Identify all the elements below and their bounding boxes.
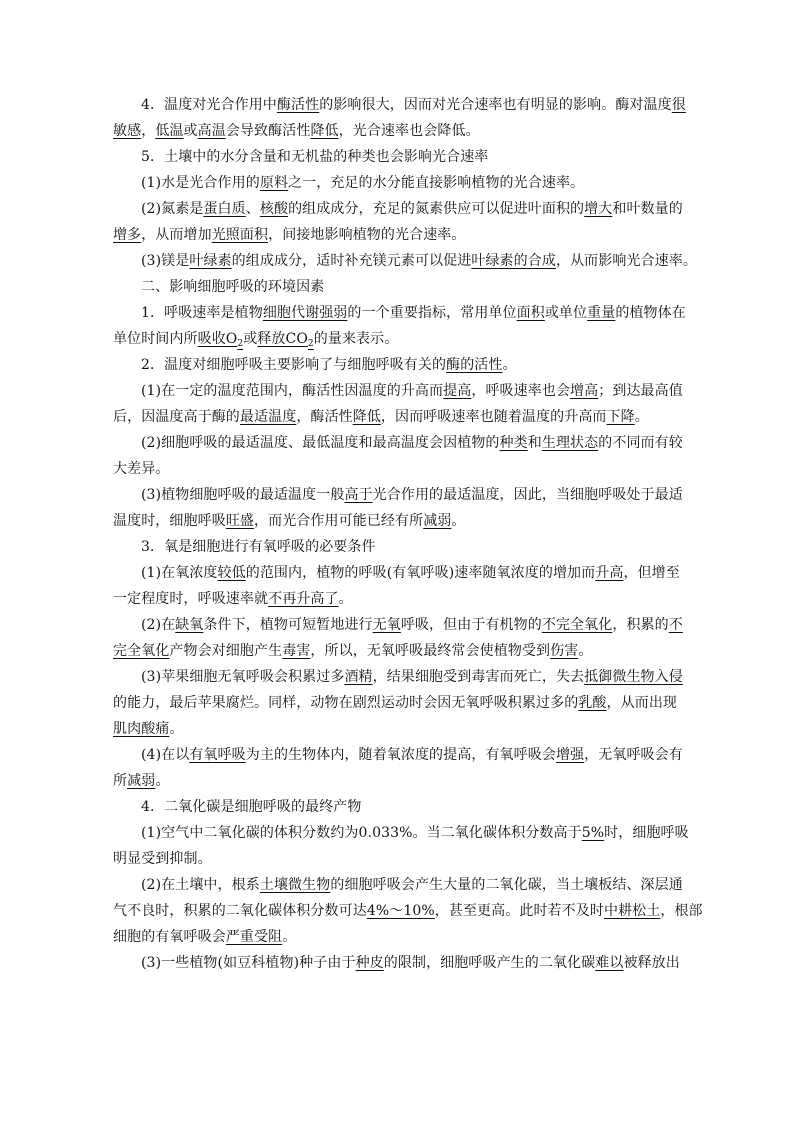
text-line [113, 690, 683, 716]
text-segment: 。 [338, 591, 353, 607]
text-segment: (1)水是光合作用的 [141, 175, 260, 191]
underlined-term: 高温 [197, 123, 226, 139]
underlined-term: 增大 [584, 201, 613, 217]
underlined-term: 2 [307, 339, 314, 349]
text-segment: 3．氧是细胞进行有氧呼吸的必要条件 [141, 539, 376, 555]
text-line [113, 274, 683, 300]
underlined-term: 蛋白质 [203, 201, 246, 217]
underlined-term: 抵御微生物入侵 [584, 669, 683, 685]
text-segment: 2．温度对细胞呼吸主要影响了与细胞呼吸有关的 [141, 357, 447, 373]
text-line [113, 872, 683, 898]
text-line [113, 898, 703, 924]
text-segment: (1)在一定的温度范围内，酶活性因温度的升高而 [141, 383, 444, 399]
text-segment: ，积累的 [612, 617, 669, 633]
underlined-term: 增高 [570, 383, 599, 399]
text-segment: (3)一些植物(如豆科植物)种子由于 [141, 955, 356, 971]
text-segment: 的不同而有较 [598, 435, 683, 451]
text-line [113, 456, 683, 482]
text-segment: 或单位 [544, 305, 588, 321]
text-segment: 二、影响细胞呼吸的环境因素 [141, 279, 325, 295]
text-segment: ，根部 [660, 903, 703, 919]
underlined-term: 高于 [344, 487, 373, 503]
text-segment: 时，细胞呼吸 [604, 825, 689, 841]
text-line [113, 612, 683, 638]
underlined-term: 种皮 [355, 955, 384, 971]
text-segment: ，结果细胞受到毒害而死亡，失去 [372, 669, 585, 685]
underlined-term: 吸收O [197, 331, 238, 347]
underlined-term: 升高 [595, 565, 624, 581]
underlined-term: 增强 [555, 747, 585, 763]
underlined-term: 降低 [352, 409, 381, 425]
text-segment: 和叶数量的 [612, 201, 683, 217]
underlined-term: 下降 [606, 409, 635, 425]
underlined-term: 减弱 [127, 773, 156, 789]
text-segment: 。 [282, 929, 297, 945]
underlined-term: 较低 [217, 565, 246, 581]
text-line [113, 482, 683, 508]
text-segment: 呼吸，但由于有机物的 [400, 617, 542, 633]
text-segment: 。 [169, 721, 184, 737]
text-line [113, 248, 697, 274]
underlined-term: 酶的活性 [446, 357, 503, 373]
text-segment: (2)氮素是 [141, 201, 204, 217]
text-segment: 。 [634, 409, 649, 425]
text-segment: ，从而影响光合速率。 [555, 253, 697, 269]
text-segment: ，酶活性 [296, 409, 353, 425]
text-segment: 条件下，植物可短暂地进行 [203, 617, 373, 633]
underlined-term: 减弱 [423, 513, 452, 529]
text-line [113, 118, 683, 144]
text-segment: ，光合速率也会降低。 [338, 123, 480, 139]
underlined-term: 缺氧 [175, 617, 204, 633]
text-line [113, 222, 683, 248]
text-segment: 为主的生物体内，随着氧浓度的提高，有氧呼吸会 [245, 747, 556, 763]
text-segment: 大差异。 [113, 461, 170, 477]
underlined-term: 原料 [259, 175, 289, 191]
text-segment: 、 [245, 201, 260, 217]
underlined-term: 有氧呼吸 [189, 747, 246, 763]
text-segment: ，间接地影响植物的光合速率。 [268, 227, 466, 243]
underlined-term: 叶绿素的合成 [471, 253, 556, 269]
text-segment: 温度时，细胞呼吸 [113, 513, 226, 529]
text-segment: ，从而出现 [606, 695, 678, 711]
text-segment: (2)在土壤中，根系 [141, 877, 260, 893]
text-line [113, 170, 683, 196]
text-segment: 或 [183, 123, 198, 139]
underlined-term: 提高 [443, 383, 472, 399]
text-segment: 的组成成分，充足的氮素供应可以促进叶面积的 [288, 201, 585, 217]
underlined-term: 核酸 [259, 201, 289, 217]
text-segment: ，呼吸速率也会 [471, 383, 571, 399]
text-segment: 的量来表示。 [313, 331, 399, 347]
underlined-term: 生理状态 [541, 435, 599, 451]
text-segment: ，无氧呼吸会有 [584, 747, 683, 763]
text-segment: ，甚至更高。此时若不及时 [434, 903, 604, 919]
text-segment: 4．温度对光合作用中 [141, 97, 277, 113]
text-line [113, 534, 683, 560]
text-segment: ，所以，无氧呼吸最终常会使植物受到 [310, 643, 551, 659]
text-line [113, 404, 683, 430]
underlined-term: 5% [581, 825, 605, 841]
text-segment: 的能力，最后苹果腐烂。同样，动物在剧烈运动时会因无氧呼吸积累过多的 [113, 695, 579, 711]
text-segment: 光合作用的最适温度，因此，当细胞呼吸处于最适 [372, 487, 683, 503]
underlined-term: 完全氧化 [113, 643, 170, 659]
text-segment: 后，因温度高于酶的 [113, 409, 240, 425]
text-segment: 。 [155, 773, 170, 789]
text-line [113, 950, 683, 976]
underlined-term: 土壤微生物 [259, 877, 331, 893]
text-segment: ，因而呼吸速率也随着温度的升高而 [380, 409, 607, 425]
underlined-term: 旺盛 [225, 513, 255, 529]
underlined-term: 无氧 [372, 617, 401, 633]
text-line [113, 716, 683, 742]
text-line [113, 846, 683, 872]
text-segment: 的一个重要指标，常用单位 [347, 305, 517, 321]
text-segment: (3)苹果细胞无氧呼吸会积累过多 [141, 669, 345, 685]
text-line [113, 560, 683, 586]
document-body [113, 92, 703, 976]
underlined-term: 低温 [155, 123, 184, 139]
text-segment: 的限制，细胞呼吸产生的二氧化碳 [383, 955, 596, 971]
text-segment: 。 [578, 643, 593, 659]
underlined-term: 面积 [516, 305, 545, 321]
text-segment: 被释放出 [623, 955, 680, 971]
text-segment: (4)在以 [141, 747, 190, 763]
text-segment: 1．呼吸速率是植物 [141, 305, 263, 321]
text-segment: ，而光合作用可能已经有所 [254, 513, 424, 529]
underlined-term: 中耕松土 [603, 903, 661, 919]
underlined-term: 酒精 [344, 669, 373, 685]
underlined-term: 细胞代谢强弱 [262, 305, 348, 321]
underlined-term: 叶绿素 [189, 253, 232, 269]
text-segment: (2)在 [141, 617, 176, 633]
underlined-term: 释放CO [257, 331, 308, 347]
text-segment: (2)细胞呼吸的最适温度、最低温度和最高温度会因植物的 [141, 435, 500, 451]
text-segment: 的植物体在 [615, 305, 686, 321]
underlined-term: 不再升高了 [268, 591, 339, 607]
text-segment: 的影响很大，因而对光合速率也有明显的影响。酶对温度 [319, 97, 672, 113]
underlined-term: 增多 [113, 227, 142, 243]
text-segment: ；到达最高值 [598, 383, 683, 399]
text-line [113, 352, 683, 378]
text-line [113, 820, 689, 846]
text-segment: ，从而增加 [141, 227, 212, 243]
text-line [113, 924, 683, 950]
text-segment: 5．土壤中的水分含量和无机盐的种类也会影响光合速率 [141, 149, 489, 165]
text-segment: 的组成成分，适时补充镁元素可以促进 [231, 253, 472, 269]
underlined-term: 难以 [595, 955, 624, 971]
text-segment: 的细胞呼吸会产生大量的二氧化碳，当土壤板结、深层通 [330, 877, 683, 893]
text-line [113, 664, 683, 690]
text-line [113, 638, 683, 664]
text-segment: 明显受到抑制。 [113, 851, 212, 867]
text-segment: 气不良时，积累的二氧化碳体积分数可达 [113, 903, 367, 919]
underlined-term: 严重受阻 [225, 929, 283, 945]
text-line [113, 326, 683, 352]
text-segment: 。 [502, 357, 517, 373]
text-segment: ，但增至 [623, 565, 680, 581]
text-segment: (3)植物细胞呼吸的最适温度一般 [141, 487, 345, 503]
text-segment: 所 [113, 773, 128, 789]
text-segment: 和 [527, 435, 542, 451]
text-segment: 的范围内，植物的呼吸(有氧呼吸)速率随氧浓度的增加而 [245, 565, 596, 581]
underlined-term: 伤害 [550, 643, 579, 659]
text-segment: 会导致酶活性 [225, 123, 311, 139]
text-segment: (3)镁是 [141, 253, 190, 269]
underlined-term: 酶活性 [276, 97, 320, 113]
underlined-term: 4%～10% [366, 903, 435, 919]
text-line [113, 144, 683, 170]
underlined-term: 降低 [310, 123, 339, 139]
text-segment: 一定程度时，呼吸速率就 [113, 591, 269, 607]
text-segment: 4．二氧化碳是细胞呼吸的最终产物 [141, 799, 362, 815]
underlined-term: 不完全氧化 [541, 617, 613, 633]
underlined-term: 不 [668, 617, 683, 633]
text-line [113, 300, 686, 326]
text-line [113, 196, 683, 222]
underlined-term: 种类 [499, 435, 528, 451]
underlined-term: 肌肉酸痛 [113, 721, 170, 737]
underlined-term: 敏感 [113, 123, 142, 139]
underlined-term: 2 [237, 339, 244, 349]
text-segment: 产物会对细胞产生 [169, 643, 283, 659]
text-segment: (1)在氧浓度 [141, 565, 218, 581]
text-line [113, 794, 683, 820]
text-segment: (1)空气中二氧化碳的体积分数约为0.033%。当二氧化碳体积分数高于 [141, 825, 582, 841]
text-line [113, 378, 683, 404]
text-line [113, 768, 683, 794]
underlined-term: 重量 [587, 305, 616, 321]
text-line [113, 430, 683, 456]
text-segment: 或 [243, 331, 258, 347]
text-line [113, 742, 683, 768]
underlined-term: 光照面积 [211, 227, 269, 243]
underlined-term: 很 [671, 97, 686, 113]
underlined-term: 最适温度 [239, 409, 297, 425]
text-segment: 单位时间内所 [113, 331, 198, 347]
text-line [113, 92, 686, 118]
underlined-term: 乳酸 [578, 695, 607, 711]
text-segment: 细胞的有氧呼吸会 [113, 929, 226, 945]
text-segment: ， [141, 123, 156, 139]
underlined-term: 毒害 [282, 643, 311, 659]
text-segment: 。 [451, 513, 466, 529]
text-line [113, 586, 683, 612]
text-segment: 之一，充足的水分能直接影响植物的光合速率。 [288, 175, 585, 191]
text-line [113, 508, 683, 534]
